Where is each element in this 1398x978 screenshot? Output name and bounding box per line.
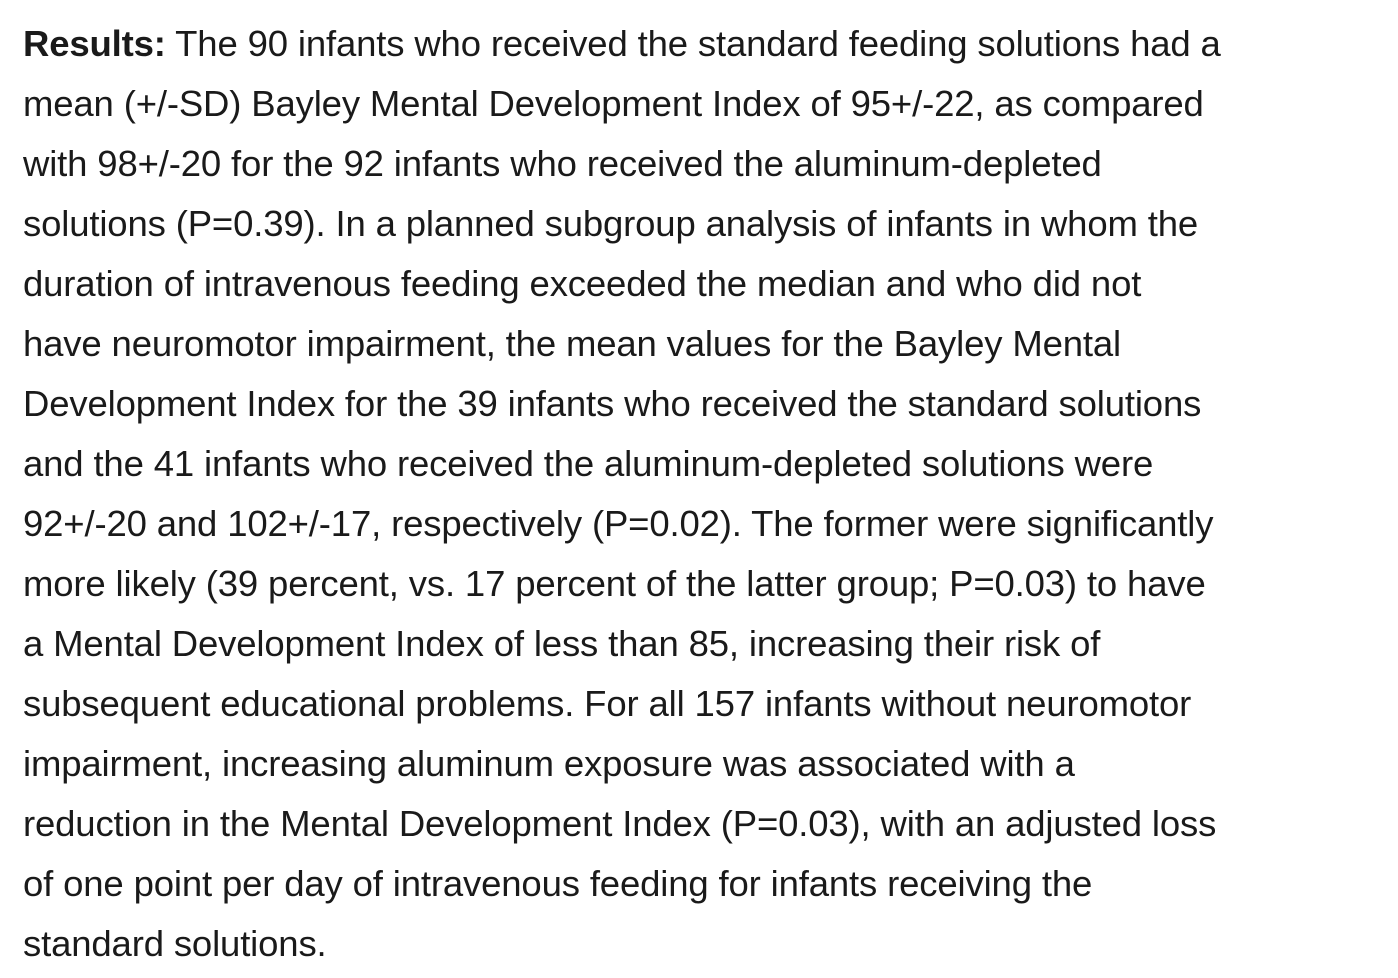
paragraph-line: duration of intravenous feeding exceeded the median and who did not — [23, 263, 1142, 304]
results-paragraph — [23, 14, 1395, 974]
paragraph-line: of one point per day of intravenous feeding for infants receiving the — [23, 863, 1093, 904]
results-label: Results: — [23, 23, 166, 64]
paragraph-line: more likely (39 percent, vs. 17 percent of the latter group; P=0.03) to have — [23, 563, 1206, 604]
paragraph-line: with 98+/-20 for the 92 infants who received the aluminum-depleted — [23, 143, 1102, 184]
paragraph-line: reduction in the Mental Development Index (P=0.03), with an adjusted loss — [23, 803, 1217, 844]
paragraph-line: impairment, increasing aluminum exposure was associated with a — [23, 743, 1075, 784]
paragraph-line: Development Index for the 39 infants who received the standard solutions — [23, 383, 1202, 424]
paragraph-line: subsequent educational problems. For all 157 infants without neuromotor — [23, 683, 1192, 724]
paragraph-line: solutions (P=0.39). In a planned subgroup analysis of infants in whom the — [23, 203, 1199, 244]
paragraph-line: mean (+/-SD) Bayley Mental Development Index of 95+/-22, as compared — [23, 83, 1204, 124]
paragraph-line: standard solutions. — [23, 923, 327, 964]
paragraph-line: 92+/-20 and 102+/-17, respectively (P=0.02). The former were significantly — [23, 503, 1214, 544]
paragraph-line: have neuromotor impairment, the mean values for the Bayley Mental — [23, 323, 1121, 364]
paragraph-line: a Mental Development Index of less than 85, increasing their risk of — [23, 623, 1101, 664]
paragraph-line-text: The 90 infants who received the standard feeding solutions had a — [165, 23, 1221, 64]
paragraph-line — [23, 14, 1395, 74]
paragraph-line: and the 41 infants who received the aluminum-depleted solutions were — [23, 443, 1154, 484]
